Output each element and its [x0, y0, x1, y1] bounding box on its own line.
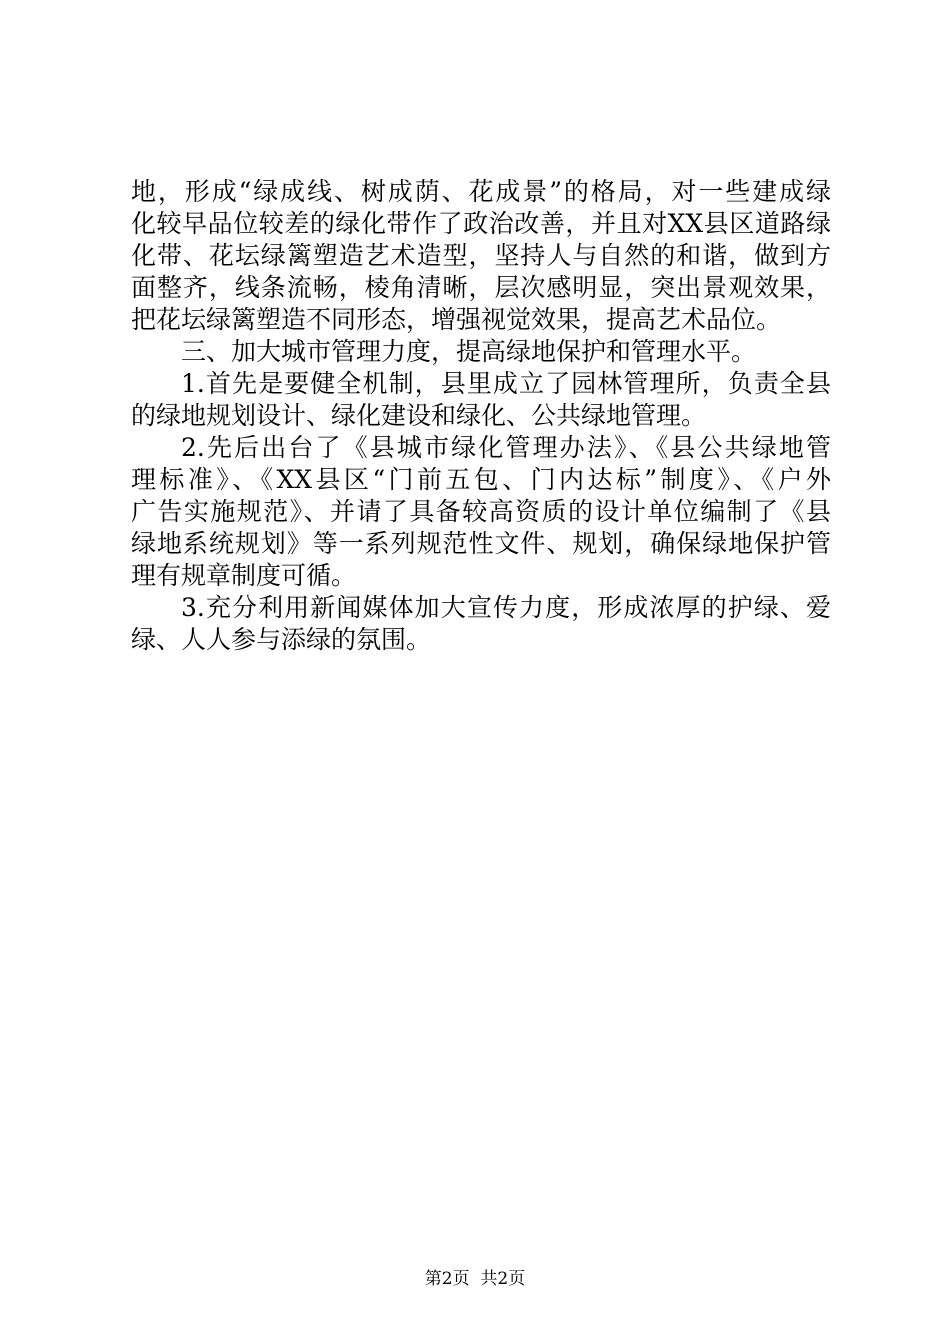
section-heading: 三、加大城市管理力度，提高绿地保护和管理水平。 — [181, 337, 757, 366]
page-footer — [0, 1268, 950, 1290]
paragraph-line: 广告实施规范》、并请了具备较高资质的设计单位编制了《县 — [131, 497, 831, 526]
paragraph-line: 地，形成“绿成线、树成荫、花成景”的格局，对一些建成绿 — [131, 177, 831, 206]
paragraph-line: 化较早品位较差的绿化带作了政治改善，并且对XX县区道路绿 — [131, 209, 831, 238]
paragraph-line: 绿地系统规划》等一系列规范性文件、规划，确保绿地保护管 — [131, 529, 831, 558]
paragraph-line: 理标准》、《XX县区“门前五包、门内达标”制度》、《户外 — [131, 465, 831, 494]
paragraph-line: 面整齐，线条流畅，棱角清晰，层次感明显，突出景观效果， — [131, 273, 831, 302]
paragraph-line: 化带、花坛绿篱塑造艺术造型，坚持人与自然的和谐，做到方 — [131, 241, 831, 270]
paragraph-line: 1.首先是要健全机制，县里成立了园林管理所，负责全县 — [181, 369, 831, 398]
paragraph-line: 绿、人人参与添绿的氛围。 — [131, 625, 432, 654]
paragraph-line: 把花坛绿篱塑造不同形态，增强视觉效果，提高艺术品位。 — [131, 305, 782, 334]
document-body — [131, 176, 831, 656]
page-number-label: 第2页 共2页 — [424, 1269, 526, 1289]
paragraph-line: 的绿地规划设计、绿化建设和绿化、公共绿地管理。 — [131, 401, 707, 430]
paragraph-line: 理有规章制度可循。 — [131, 561, 357, 590]
paragraph-line: 3.充分利用新闻媒体加大宣传力度，形成浓厚的护绿、爱 — [181, 593, 831, 622]
paragraph-line: 2.先后出台了《县城市绿化管理办法》、《县公共绿地管 — [181, 433, 831, 462]
